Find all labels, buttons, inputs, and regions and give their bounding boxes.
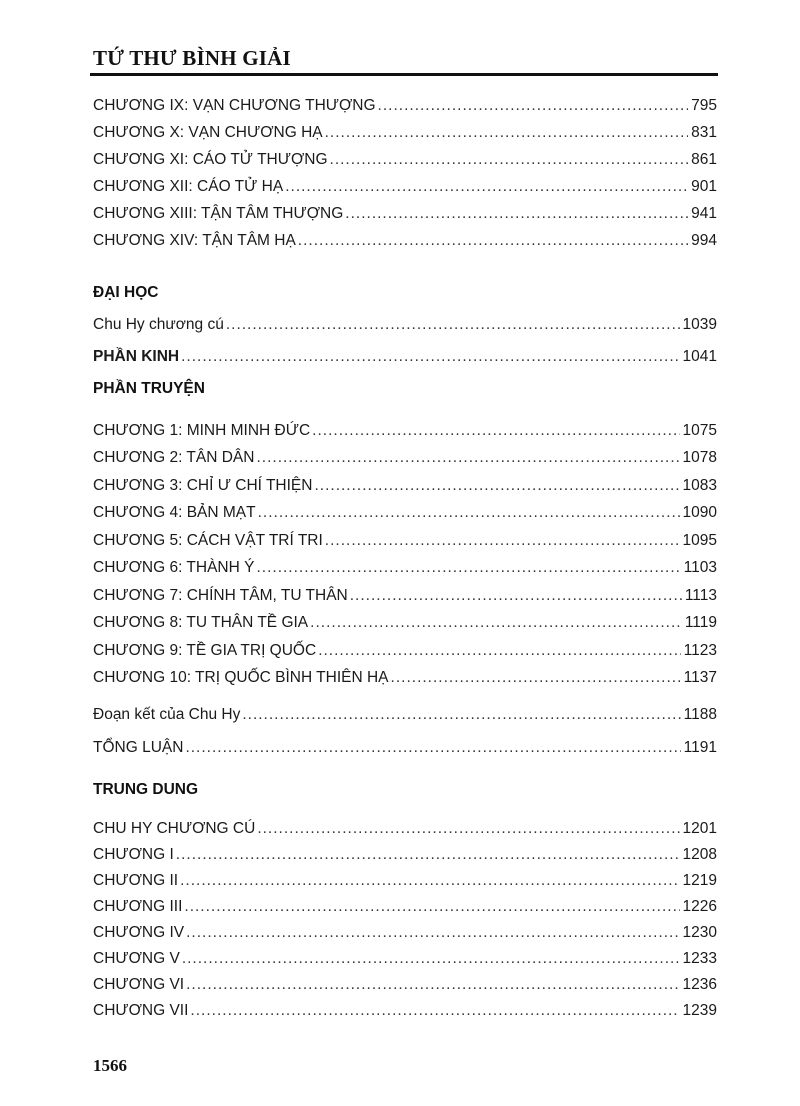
toc-entry[interactable]	[93, 315, 717, 335]
toc-entry-title: CHƯƠNG 4: BẢN MẠT	[93, 504, 256, 521]
toc-entry-title: CHU HY CHƯƠNG CÚ	[93, 820, 256, 837]
toc-entry-page: 1236	[682, 976, 717, 993]
leader-dots	[176, 845, 680, 865]
leader-dots	[325, 531, 680, 551]
leader-dots	[226, 315, 680, 335]
toc-entry-title: CHƯƠNG III	[93, 898, 183, 915]
toc-entry-page: 1113	[684, 587, 717, 604]
leader-dots	[256, 448, 679, 468]
toc-entry[interactable]	[93, 204, 717, 224]
leader-dots	[314, 476, 679, 496]
toc-entry[interactable]	[93, 1001, 717, 1021]
toc-entry-title: CHƯƠNG XII: CÁO TỬ HẠ	[93, 178, 284, 195]
toc-entry-title: CHƯƠNG XI: CÁO TỬ THƯỢNG	[93, 151, 328, 168]
toc-entry-page: 994	[691, 232, 717, 249]
toc-entry-title: CHƯƠNG V	[93, 950, 180, 967]
leader-dots	[378, 96, 689, 116]
toc-entry-title: PHẦN KINH	[93, 348, 180, 365]
running-head: TỨ THƯ BÌNH GIẢI	[93, 46, 291, 70]
section-heading-dai-hoc: ĐẠI HỌC	[93, 284, 159, 301]
toc-entry[interactable]	[93, 531, 717, 551]
leader-dots	[312, 421, 679, 441]
toc-entry-page: 1078	[682, 449, 717, 466]
toc-entry-title: CHƯƠNG IX: VẠN CHƯƠNG THƯỢNG	[93, 97, 376, 114]
leader-dots	[325, 123, 689, 143]
toc-entry-page: 1103	[683, 559, 717, 576]
leader-dots	[257, 819, 679, 839]
toc-entry[interactable]	[93, 923, 717, 943]
toc-entry-phan-kinh[interactable]	[93, 347, 717, 367]
toc-entry-title: CHƯƠNG IV	[93, 924, 185, 941]
toc-entry-page: 1095	[682, 532, 717, 549]
toc-entry[interactable]	[93, 476, 717, 496]
toc-entry[interactable]	[93, 641, 717, 661]
toc-entry-page: 1123	[683, 642, 717, 659]
toc-entry-page: 1083	[682, 477, 717, 494]
leader-dots	[186, 975, 679, 995]
leader-dots	[298, 231, 688, 251]
toc-entry-page: 1039	[682, 316, 717, 333]
toc-entry[interactable]	[93, 421, 717, 441]
toc-entry-title: CHƯƠNG 6: THÀNH Ý	[93, 559, 255, 576]
toc-entry-title: CHƯƠNG I	[93, 846, 174, 863]
toc-entry-page: 1075	[682, 422, 717, 439]
toc-entry-page: 861	[691, 151, 717, 168]
toc-entry[interactable]	[93, 871, 717, 891]
toc-entry[interactable]	[93, 586, 717, 606]
toc-entry-page: 1041	[682, 348, 717, 365]
toc-entry-title: CHƯƠNG 9: TỀ GIA TRỊ QUỐC	[93, 642, 317, 659]
leader-dots	[242, 705, 680, 725]
toc-entry[interactable]	[93, 558, 717, 578]
leader-dots	[184, 897, 679, 917]
toc-entry-page: 1201	[682, 820, 717, 837]
leader-dots	[318, 641, 680, 661]
section-heading-trung-dung: TRUNG DUNG	[93, 781, 199, 798]
toc-entry-title: CHƯƠNG 1: MINH MINH ĐỨC	[93, 422, 311, 439]
toc-entry-title: TỔNG LUẬN	[93, 739, 184, 756]
toc-entry[interactable]	[93, 975, 717, 995]
toc-entry-page: 1208	[682, 846, 717, 863]
toc-entry-page: 795	[691, 97, 717, 114]
toc-entry-page: 1090	[682, 504, 717, 521]
toc-entry[interactable]	[93, 231, 717, 251]
toc-entry-page: 1219	[682, 872, 717, 889]
toc-entry-title: CHƯƠNG 3: CHỈ Ư CHÍ THIỆN	[93, 477, 313, 494]
toc-entry[interactable]	[93, 845, 717, 865]
leader-dots	[258, 503, 680, 523]
header-rule	[90, 73, 718, 76]
toc-entry-page: 1191	[683, 739, 717, 756]
leader-dots	[190, 1001, 679, 1021]
toc-entry-title: CHƯƠNG II	[93, 872, 179, 889]
toc-entry-title: Đoạn kết của Chu Hy	[93, 706, 241, 723]
toc-entry[interactable]	[93, 819, 717, 839]
section-heading-phan-truyen: PHẦN TRUYỆN	[93, 380, 205, 397]
leader-dots	[186, 923, 679, 943]
leader-dots	[391, 668, 681, 688]
toc-entry[interactable]	[93, 668, 717, 688]
toc-entry[interactable]	[93, 897, 717, 917]
toc-entry-page: 1137	[683, 669, 717, 686]
toc-entry-page: 1230	[682, 924, 717, 941]
toc-entry[interactable]	[93, 613, 717, 633]
toc-entry[interactable]	[93, 705, 717, 725]
leader-dots	[185, 738, 680, 758]
page-number: 1566	[93, 1056, 127, 1075]
toc-entry[interactable]	[93, 949, 717, 969]
leader-dots	[180, 871, 679, 891]
toc-entry-title: CHƯƠNG 2: TÂN DÂN	[93, 449, 255, 466]
toc-entry-title: CHƯƠNG 8: TU THÂN TỀ GIA	[93, 614, 309, 631]
toc-entry-title: CHƯƠNG 7: CHÍNH TÂM, TU THÂN	[93, 587, 348, 604]
leader-dots	[330, 150, 689, 170]
toc-entry[interactable]	[93, 150, 717, 170]
toc-entry-page: 901	[691, 178, 717, 195]
toc-entry[interactable]	[93, 177, 717, 197]
toc-entry[interactable]	[93, 738, 717, 758]
toc-entry-title: CHƯƠNG XIII: TẬN TÂM THƯỢNG	[93, 205, 344, 222]
leader-dots	[256, 558, 680, 578]
toc-entry-page: 831	[691, 124, 717, 141]
leader-dots	[310, 613, 682, 633]
toc-entry-title: Chu Hy chương cú	[93, 316, 224, 333]
leader-dots	[350, 586, 682, 606]
leader-dots	[181, 347, 679, 367]
toc-entry[interactable]	[93, 96, 717, 116]
toc-entry-page: 941	[691, 205, 717, 222]
toc-entry-title: CHƯƠNG 5: CÁCH VẬT TRÍ TRI	[93, 532, 323, 549]
leader-dots	[285, 177, 688, 197]
toc-entry-title: CHƯƠNG VI	[93, 976, 185, 993]
toc-entry-title: CHƯƠNG 10: TRỊ QUỐC BÌNH THIÊN HẠ	[93, 669, 389, 686]
toc-entry-page: 1119	[684, 614, 717, 631]
toc-entry[interactable]	[93, 123, 717, 143]
leader-dots	[182, 949, 680, 969]
toc-entry-page: 1233	[682, 950, 717, 967]
leader-dots	[345, 204, 688, 224]
toc-entry[interactable]	[93, 448, 717, 468]
toc-entry-title: CHƯƠNG XIV: TẬN TÂM HẠ	[93, 232, 296, 249]
toc-entry-page: 1239	[682, 1002, 717, 1019]
toc-entry-title: CHƯƠNG VII	[93, 1002, 189, 1019]
toc-entry[interactable]	[93, 503, 717, 523]
toc-entry-title: CHƯƠNG X: VẠN CHƯƠNG HẠ	[93, 124, 323, 141]
toc-entry-page: 1188	[683, 706, 717, 723]
toc-entry-page: 1226	[682, 898, 717, 915]
